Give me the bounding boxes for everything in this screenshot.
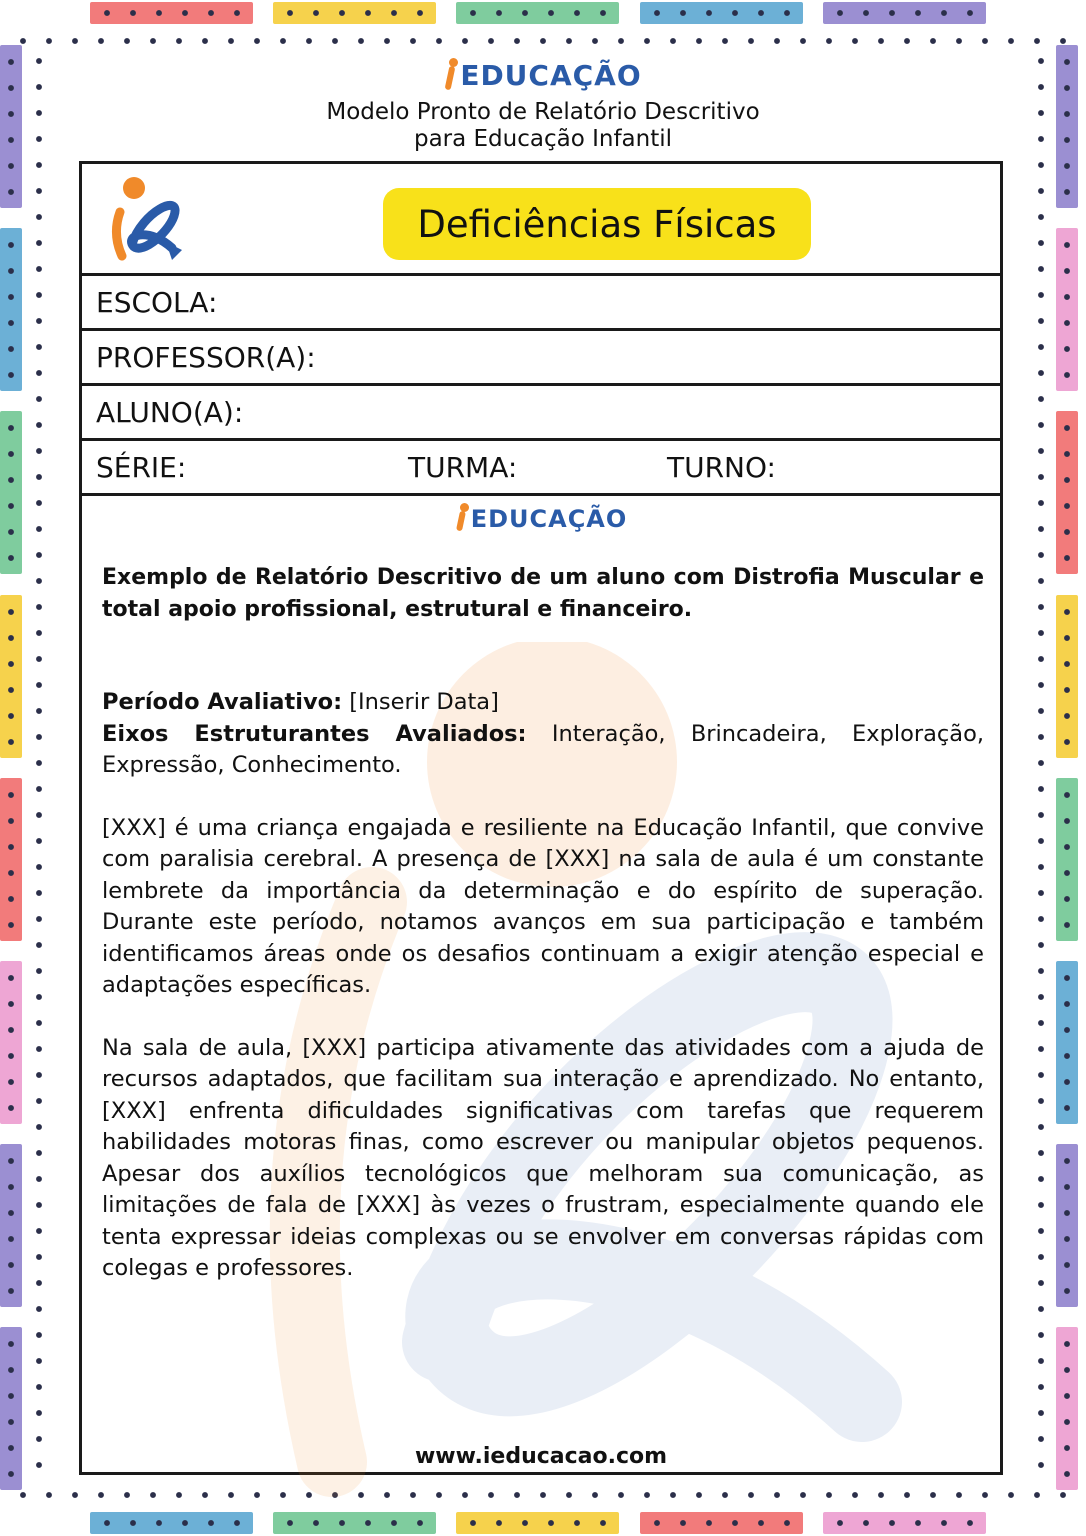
frame-bar-right-yellow xyxy=(1056,595,1078,758)
serie-label[interactable]: SÉRIE: xyxy=(96,451,187,484)
field-row-escola[interactable] xyxy=(82,276,1000,331)
frame-dots-left xyxy=(33,48,45,1488)
footer-url-link[interactable]: www.ieducacao.com xyxy=(414,1444,668,1469)
frame-bar-left-blue xyxy=(0,228,22,391)
field-row-aluno[interactable] xyxy=(82,386,1000,441)
card-header xyxy=(82,164,1000,276)
body-brand-i-icon xyxy=(455,503,467,533)
frame-bar-right-pink-2 xyxy=(1056,1327,1078,1490)
frame-bar-right-purple-2 xyxy=(1056,1144,1078,1307)
eixos-label: Eixos Estruturantes Avaliados: xyxy=(102,720,527,747)
turno-label[interactable]: TURNO: xyxy=(667,451,776,484)
frame-dots-bottom xyxy=(10,1489,1076,1501)
frame-bar-top-red xyxy=(90,2,253,24)
frame-bar-bottom-red xyxy=(640,1512,803,1534)
report-content xyxy=(102,562,984,1285)
frame-bar-top-blue xyxy=(640,2,803,24)
subtitle-line-1: Modelo Pronto de Relatório Descritivo xyxy=(326,99,760,125)
frame-bar-right-pink xyxy=(1056,228,1078,391)
frame-bar-top-green xyxy=(456,2,619,24)
frame-bar-right-green xyxy=(1056,778,1078,941)
frame-bar-bottom-pink xyxy=(823,1512,986,1534)
professor-label: PROFESSOR(A): xyxy=(96,341,316,374)
page-title: Deficiências Físicas xyxy=(383,188,811,260)
report-intro: Exemplo de Relatório Descritivo de um aluno com Distrofia Muscular e total apoio profissional, estrutural e financeiro. xyxy=(102,565,984,622)
periodo-label: Período Avaliativo: xyxy=(102,689,343,715)
frame-dots-top xyxy=(10,35,1076,47)
page-subtitle xyxy=(0,99,1086,153)
aluno-label: ALUNO(A): xyxy=(96,396,244,429)
report-card xyxy=(79,161,1003,1475)
periodo-value: [Inserir Data] xyxy=(342,689,499,715)
ieducacao-logo-icon xyxy=(102,172,192,268)
frame-bar-top-purple xyxy=(823,2,986,24)
brand-wordmark: EDUCAÇÃO xyxy=(460,59,642,92)
frame-bar-bottom-yellow xyxy=(456,1512,619,1534)
frame-bar-left-purple-3 xyxy=(0,1327,22,1490)
brand-i-icon xyxy=(444,58,456,92)
frame-dots-right xyxy=(1035,48,1047,1488)
frame-bar-right-red xyxy=(1056,411,1078,574)
frame-bar-left-green xyxy=(0,411,22,574)
body-brand-wordmark: EDUCAÇÃO xyxy=(470,505,628,533)
turma-label[interactable]: TURMA: xyxy=(408,451,518,484)
field-row-professor[interactable] xyxy=(82,331,1000,386)
frame-bar-left-red xyxy=(0,778,22,941)
frame-bar-bottom-blue xyxy=(90,1512,253,1534)
report-paragraph-1: [XXX] é uma criança engajada e resiliente na Educação Infantil, que convive com paralisia cerebral. A presença de [XXX] na sala de aula é um constante lembrete da importância da determinação e do espírito de superação. Durante este período, notamos avanços em sua participação e também identificamos áreas onde os desafios continuam a exigir atenção especial e adaptações específicas. xyxy=(102,814,984,998)
report-paragraph-2: Na sala de aula, [XXX] participa ativamente das atividades com a ajuda de recursos adaptados, que facilitam sua interação e aprendizado. No entanto, [XXX] enfrenta dificuldades significativas com tarefas que requerem habilidades motoras finas, como escrever ou manipular objetos pequenos. Apesar dos auxílios tecnológicos que melhoram sua comunicação, as limitações de fala de [XXX] às vezes o frustram, especialmente quando ele tenta expressar ideias complexas ou se envolver em conversas rápidas com colegas e professores. xyxy=(102,1034,984,1281)
frame-bar-top-yellow xyxy=(273,2,436,24)
frame-bar-bottom-green xyxy=(273,1512,436,1534)
frame-bar-right-blue xyxy=(1056,961,1078,1124)
periodo-line xyxy=(102,687,984,719)
frame-bar-left-pink xyxy=(0,961,22,1124)
header-brand xyxy=(0,58,1086,96)
frame-bar-left-purple-2 xyxy=(0,1144,22,1307)
frame-bar-left-yellow xyxy=(0,595,22,758)
eixos-line xyxy=(102,719,984,782)
subtitle-line-2: para Educação Infantil xyxy=(413,126,673,152)
escola-label: ESCOLA: xyxy=(96,286,218,319)
field-row-serie-turma-turno xyxy=(82,441,1000,496)
eixos-value: Interação, Brincadeira, Exploração, Expressão, Conhecimento. xyxy=(102,720,984,778)
body-brand xyxy=(82,503,1000,537)
